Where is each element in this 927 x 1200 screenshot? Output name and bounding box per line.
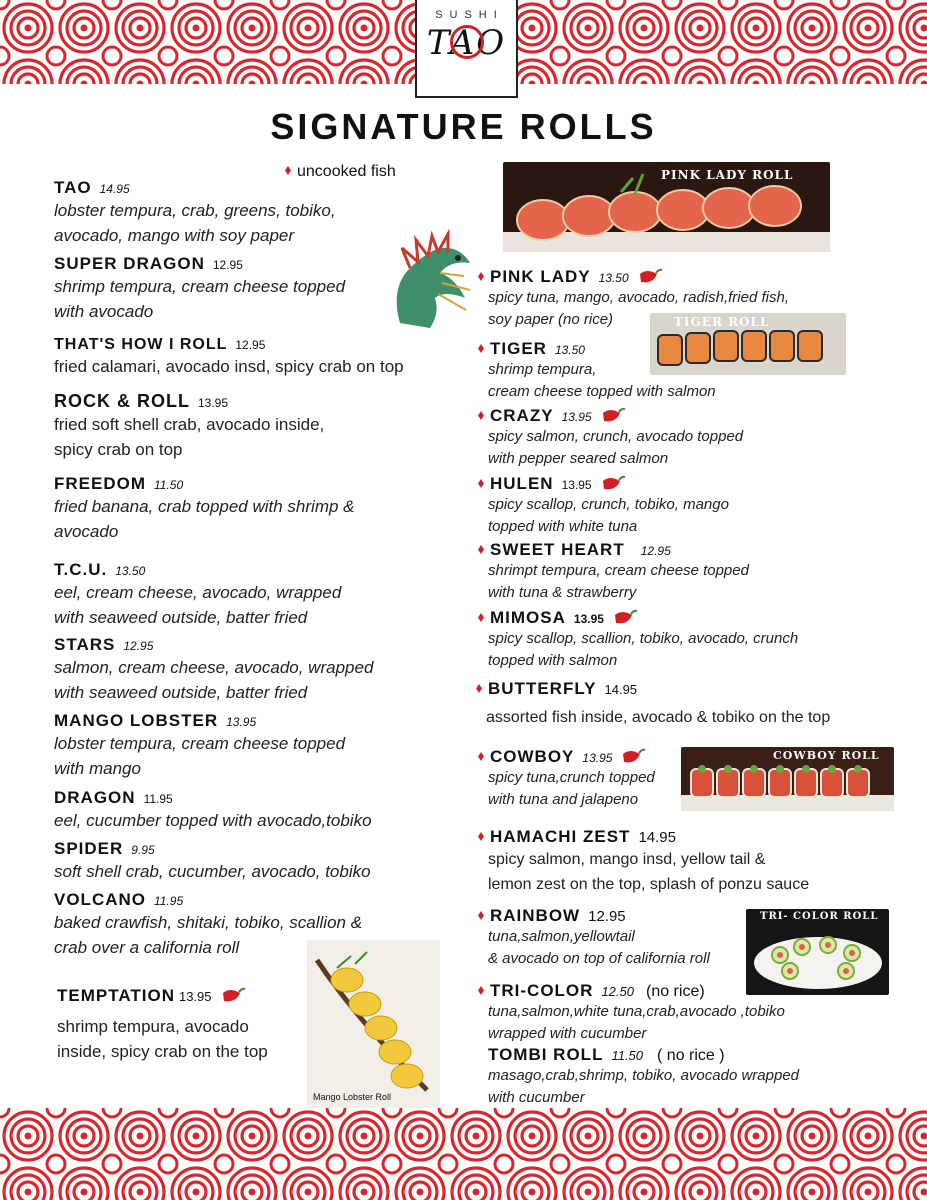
item-description: with tuna and jalapeno <box>488 791 639 808</box>
item-name: HAMACHI ZEST <box>490 827 631 846</box>
spicy-pepper-icon <box>600 405 626 425</box>
item-price: 11.50 <box>611 1048 644 1063</box>
item-name: ROCK & ROLL <box>54 391 190 411</box>
uncooked-fish-icon <box>478 272 484 281</box>
item-description: lobster tempura, crab, greens, tobiko, <box>54 201 336 220</box>
item-description: cream cheese topped with salmon <box>488 383 716 400</box>
item-description: topped with salmon <box>488 652 618 669</box>
menu-item-hulen <box>478 473 729 538</box>
menu-item-tombi-roll <box>488 1045 799 1109</box>
item-description: eel, cream cheese, avocado, wrapped <box>54 583 342 602</box>
cowboy-roll-photo <box>681 747 894 811</box>
item-description: salmon, cream cheese, avocado, wrapped <box>54 658 374 677</box>
item-price: 12.95 <box>212 258 243 272</box>
item-price: 13.50 <box>115 564 146 578</box>
item-description: with cucumber <box>488 1089 585 1106</box>
item-name: STARS <box>54 635 116 654</box>
uncooked-fish-icon <box>478 613 484 622</box>
uncooked-fish-icon <box>476 684 482 693</box>
swirl-pattern-bottom <box>0 1108 927 1200</box>
item-name: TIGER <box>490 339 547 358</box>
item-price: 13.95 <box>178 989 212 1004</box>
spicy-pepper-icon <box>600 473 626 493</box>
item-name: FREEDOM <box>54 474 146 493</box>
item-price: 13.95 <box>198 396 229 410</box>
item-price: 12.50 <box>601 984 634 999</box>
item-description: with seaweed outside, batter fried <box>54 683 308 702</box>
logo-ring-icon <box>450 25 484 59</box>
item-description: spicy tuna,crunch topped <box>488 769 655 786</box>
item-description: topped with white tuna <box>488 518 638 535</box>
menu-item-sweet-heart <box>478 540 749 604</box>
menu-item-spider <box>54 839 371 884</box>
item-name: CRAZY <box>490 406 554 425</box>
item-description: tuna,salmon,yellowtail <box>488 928 635 945</box>
spicy-pepper-icon <box>620 746 646 766</box>
item-name: TAO <box>54 178 92 197</box>
item-description: masago,crab,shrimp, tobiko, avocado wrapped <box>488 1067 800 1084</box>
item-price: 13.95 <box>561 478 592 492</box>
menu-item-super-dragon <box>54 254 345 324</box>
menu-item-tri-color <box>478 981 785 1045</box>
item-description: spicy scallop, crunch, tobiko, mango <box>488 496 729 513</box>
item-price: 13.95 <box>561 410 592 424</box>
spicy-pepper-icon <box>220 985 246 1005</box>
item-name: TOMBI ROLL <box>488 1045 604 1064</box>
item-description: soy paper (no rice) <box>488 311 614 328</box>
menu-item-dragon <box>54 788 372 833</box>
photo-caption: COWBOY ROLL <box>773 749 880 762</box>
item-description: lobster tempura, cream cheese topped <box>54 734 346 753</box>
item-description: tuna,salmon,white tuna,crab,avocado ,tobiko <box>488 1003 785 1020</box>
item-price: 11.95 <box>154 894 184 908</box>
item-price: 14.95 <box>638 829 676 846</box>
item-name: COWBOY <box>490 747 575 766</box>
item-description: shrimp tempura, cream cheese topped <box>54 277 346 296</box>
photo-caption: TIGER ROLL <box>674 315 770 329</box>
item-name: TRI-COLOR <box>490 981 594 1000</box>
menu-item-tiger <box>478 339 716 403</box>
item-description: avocado <box>54 522 119 541</box>
item-name: MANGO LOBSTER <box>54 711 219 730</box>
item-name: HULEN <box>490 474 554 493</box>
spicy-pepper-icon <box>637 266 663 286</box>
item-description: assorted fish inside, avocado & tobiko on the top <box>486 709 831 726</box>
item-description: spicy crab on top <box>54 440 183 459</box>
item-description: shrimpt tempura, cream cheese topped <box>488 562 749 579</box>
menu-item-freedom <box>54 474 355 544</box>
item-name: T.C.U. <box>54 560 108 579</box>
item-description: fried banana, crab topped with shrimp & <box>54 497 355 516</box>
item-description: shrimp tempura, <box>488 361 597 378</box>
item-name: SUPER DRAGON <box>54 254 205 273</box>
pink-lady-roll-photo <box>503 162 830 252</box>
menu-item-crazy <box>478 405 743 470</box>
item-price: 14.95 <box>99 182 130 196</box>
item-price: 9.95 <box>131 843 155 857</box>
uncooked-fish-icon <box>285 166 291 175</box>
item-description: & avocado on top of california roll <box>488 950 710 967</box>
uncooked-fish-icon <box>478 832 484 841</box>
item-price: 13.95 <box>573 612 604 626</box>
item-name: RAINBOW <box>490 906 581 925</box>
item-name: BUTTERFLY <box>488 679 597 698</box>
item-price: 13.95 <box>582 751 613 765</box>
menu-item-hamachi-zest <box>478 827 809 897</box>
item-description: wrapped with cucumber <box>488 1025 647 1042</box>
item-name: VOLCANO <box>54 890 146 909</box>
item-price: 13.50 <box>598 271 629 285</box>
item-description: with tuna & strawberry <box>488 584 637 601</box>
menu-item-thats-how-i-roll <box>54 336 404 379</box>
photo-caption: PINK LADY ROLL <box>661 168 794 182</box>
menu-item-rock-and-roll <box>54 391 324 462</box>
item-name: SWEET HEART <box>490 540 625 559</box>
item-description: crab over a california roll <box>54 938 240 957</box>
legend-label: uncooked fish <box>297 163 396 180</box>
item-description: spicy salmon, crunch, avocado topped <box>488 428 744 445</box>
dragon-roll-photo <box>380 228 478 334</box>
page-title: SIGNATURE ROLLS <box>270 106 657 147</box>
menu-item-mango-lobster <box>54 711 345 781</box>
item-note: (no rice) <box>645 983 705 1000</box>
menu-item-mimosa <box>478 607 798 672</box>
item-description: fried soft shell crab, avocado inside, <box>54 415 325 434</box>
spicy-pepper-icon <box>612 607 638 627</box>
uncooked-fish-icon <box>478 986 484 995</box>
item-price: 12.95 <box>640 544 671 558</box>
logo-small-text: SUSHI <box>435 9 504 21</box>
menu-item-cowboy <box>478 746 655 811</box>
uncooked-fish-icon <box>478 479 484 488</box>
item-description: spicy scallop, scallion, tobiko, avocado, crunch <box>488 630 799 647</box>
item-price: 13.95 <box>226 715 257 729</box>
item-description: shrimp tempura, avocado <box>57 1017 249 1036</box>
item-description: with avocado <box>54 302 154 321</box>
item-name: MIMOSA <box>490 608 566 627</box>
item-name: DRAGON <box>54 788 136 807</box>
logo-large-text: TAO <box>426 23 507 63</box>
uncooked-fish-icon <box>478 344 484 353</box>
item-description: soft shell crab, cucumber, avocado, tobiko <box>54 862 371 881</box>
item-description: eel, cucumber topped with avocado,tobiko <box>54 811 372 830</box>
item-description: baked crawfish, shitaki, tobiko, scallion & <box>54 913 363 932</box>
item-price: 14.95 <box>604 682 638 697</box>
item-name: SPIDER <box>54 839 124 858</box>
item-description: spicy tuna, mango, avocado, radish,fried fish, <box>488 289 789 306</box>
item-name: PINK LADY <box>490 267 591 286</box>
menu-item-tao <box>54 178 336 248</box>
item-description: fried calamari, avocado insd, spicy crab on top <box>54 357 404 376</box>
menu-item-tcu <box>54 560 341 630</box>
item-price: 12.95 <box>123 639 154 653</box>
item-description: inside, spicy crab on the top <box>57 1042 268 1061</box>
uncooked-fish-icon <box>478 411 484 420</box>
menu-item-stars <box>54 635 373 705</box>
item-note: ( no rice ) <box>657 1047 725 1064</box>
item-price: 11.50 <box>154 478 184 492</box>
uncooked-fish-icon <box>478 545 484 554</box>
uncooked-fish-icon <box>478 911 484 920</box>
item-description: with pepper seared salmon <box>488 450 669 467</box>
menu-item-rainbow <box>478 906 710 970</box>
brand-logo <box>415 0 518 98</box>
item-name: THAT'S HOW I ROLL <box>54 336 228 353</box>
mango-lobster-roll-photo <box>307 940 440 1108</box>
item-description: lemon zest on the top, splash of ponzu sauce <box>488 876 810 893</box>
item-description: with mango <box>54 759 141 778</box>
item-price: 11.95 <box>143 792 173 806</box>
menu-item-butterfly <box>476 679 830 730</box>
item-description: with seaweed outside, batter fried <box>54 608 308 627</box>
item-price: 12.95 <box>235 338 266 352</box>
photo-caption: Mango Lobster Roll <box>313 1092 392 1102</box>
photo-caption: TRI- COLOR ROLL <box>760 911 879 922</box>
uncooked-fish-icon <box>478 752 484 761</box>
item-description: avocado, mango with soy paper <box>54 226 295 245</box>
item-price: 12.95 <box>588 908 626 925</box>
item-price: 13.50 <box>554 343 585 357</box>
item-name: TEMPTATION <box>57 986 175 1005</box>
menu-item-temptation <box>57 985 268 1064</box>
item-description: spicy salmon, mango insd, yellow tail & <box>488 851 766 868</box>
